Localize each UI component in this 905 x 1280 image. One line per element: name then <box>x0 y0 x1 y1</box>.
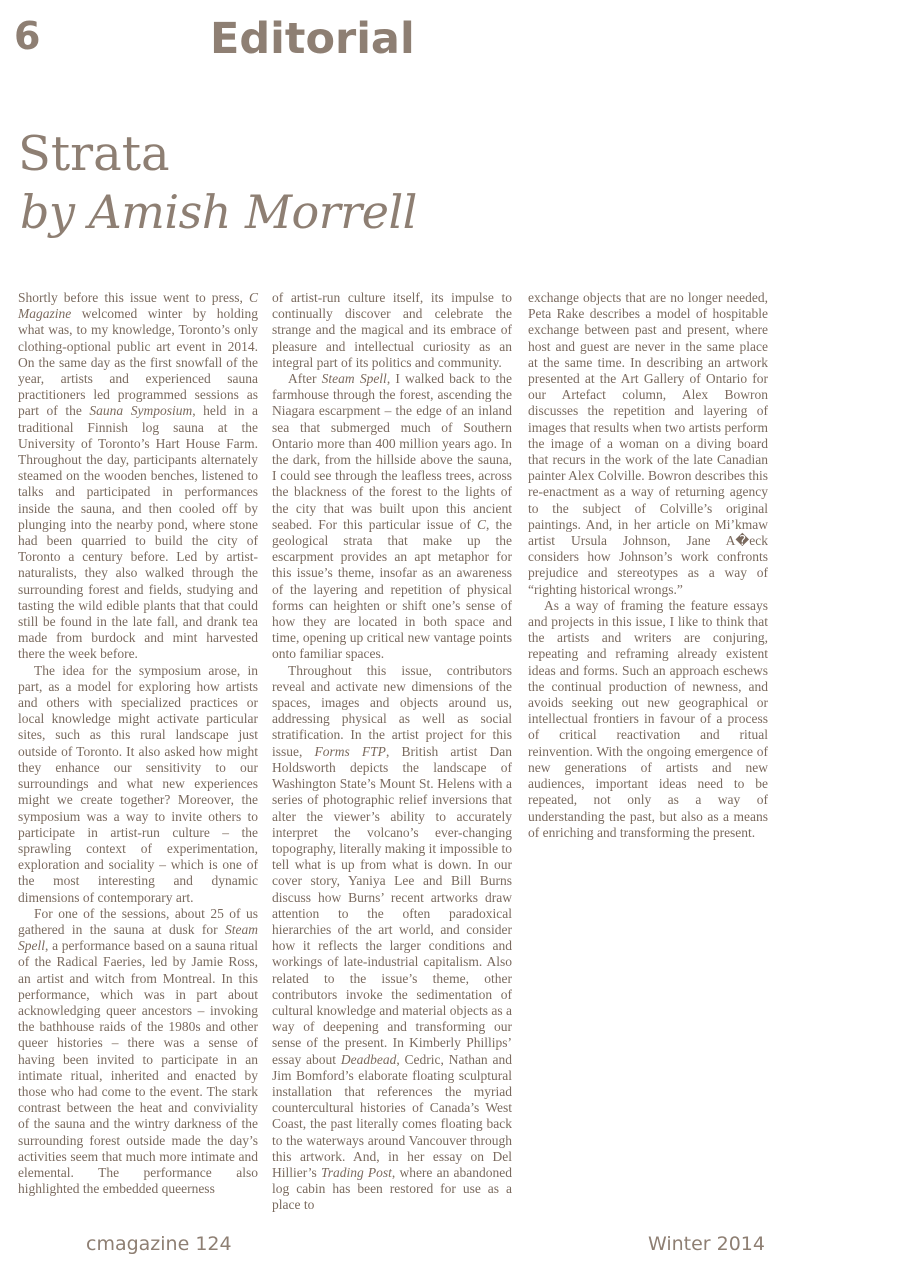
body-column-1 <box>18 290 258 1197</box>
work-title: Steam Spell <box>321 371 387 387</box>
paragraph: For one of the sessions, about 25 of us gathered in the sauna at dusk for Steam Spell, a performance based on a sauna ritual of the Radical Faeries, led by Jamie Ross, an artist and witch from Montreal. In this performance, which was in part about acknowledging queer ancestors – invoking the bathhouse raids of the 1980s and other queer histories – there was a sense of having been invited to participate in an intimate ritual, inherited and enacted by those who had come to the event. The stark contrast between the heat and conviviality of the sauna and the wintry darkness of the surrounding forest outside made the day’s activities seem that much more intimate and elemental. The performance also highlighted the embedded queerness <box>18 905 258 1197</box>
work-title: Trading Post <box>320 1164 392 1180</box>
publication-title: C Magazine <box>18 290 258 322</box>
body-column-2 <box>272 290 512 1214</box>
article-title-block <box>18 126 718 240</box>
footer-magazine-issue: cmagazine 124 <box>86 1233 232 1255</box>
footer-season: Winter 2014 <box>647 1233 765 1255</box>
publication-title: C <box>477 516 487 532</box>
paragraph: The idea for the symposium arose, in part, as a model for exploring how artists and others with specialized practices or local knowledge might activate particular sites, such as this rural landscape just outside of Toronto. It also asked how might they enhance our sensitivity to our surroundings and what new experiences might we create together? Moreover, the symposium was a way to invite others to participate in artist-run culture – the sprawling context of experimentation, exploration and sociality – which is one of the most interesting and dynamic dimensions of contemporary art. <box>18 662 258 905</box>
article-byline: by Amish Morrell <box>20 185 417 239</box>
paragraph: exchange objects that are no longer needed, Peta Rake describes a model of hospitable exchange between past and present, where host and guest are never in the same place at the same time. In describing an artwork presented at the Art Gallery of Ontario for our Artefact column, Alex Bowron discusses the repetition and layering of images that results when two artists perform the image of a woman on a diving board that recurs in the work of the late Canadian painter Alex Colville. Bowron describes this re-enactment as a way of returning agency to the subject of Colville’s original paintings. And, in her article on Mi’kmaw artist Ursula Johnson, Jane A�eck considers how Johnson’s work confronts prejudice and stereotypes as a way of “righting historical wrongs.” <box>528 290 768 597</box>
work-title: Forms FTP <box>314 743 386 759</box>
page-number: 6 <box>14 14 41 58</box>
paragraph: Shortly before this issue went to press, C Magazine welcomed winter by holding what was, to my knowledge, Toronto’s only clothing-optional public art event in 2014. On the same day as the first snowfall of the year, artists and experienced sauna practitioners led programmed sessions as part of the Sauna Symposium, held in a traditional Finnish log sauna at the University of Toronto’s Hart House Farm. Throughout the day, participants alternately steamed on the wooden benches, listened to talks and participated in performances inside the sauna, and then cooled off by plunging into the nearby pond, where stone had been quarried to build the city of Toronto a century before. Led by artist-naturalists, they also walked through the surrounding forest and fields, studying and tasting the wild edible plants that that could still be found in the late fall, and drank tea made from burdock and mint harvested there the week before. <box>18 290 258 662</box>
work-title: Steam Spell <box>18 921 258 954</box>
page-header <box>0 0 905 80</box>
paragraph: After Steam Spell, I walked back to the farmhouse through the forest, ascending the Niagara escarpment – the edge of an inland sea that submerged much of Southern Ontario more than 400 million years ago. In the dark, from the hillside above the sauna, I could see through the leafless trees, across the blackness of the forest to the lights of the city that was built upon this ancient seabed. For this particular issue of C, the geological strata that make up the escarpment provides an apt metaphor for this issue’s theme, insofar as an awareness of the layering and repetition of physical forms can heighten or shift one’s sense of how they are located in both space and time, opening up critical new vantage points onto familiar spaces. <box>272 371 512 662</box>
article-title: Strata <box>18 126 170 182</box>
event-title: Sauna Symposium <box>89 403 193 419</box>
section-title: Editorial <box>210 14 415 64</box>
work-title: Deadbead <box>340 1051 397 1067</box>
paragraph: Throughout this issue, contributors reveal and activate new dimensions of the spaces, images and objects around us, addressing physical as well as social stratification. In the artist project for this issue, Forms FTP, British artist Dan Holdsworth depicts the landscape of Washington State’s Mount St. Helens with a series of photographic relief inversions that alter the viewer’s ability to accurately interpret the volcano’s ever-changing topography, literally making it impossible to tell what is up from what is down. In our cover story, Yaniya Lee and Bill Burns discuss how Burns’ recent artworks draw attention to the often paradoxical hierarchies of the art world, and consider how it reflects the larger conditions and workings of late-industrial capitalism. Also related to the issue’s theme, other contributors invoke the sedimentation of cultural knowledge and material objects as a way of deepening and transforming our sense of the present. In Kimberly Phillips’ essay about Deadbead, Cedric, Nathan and Jim Bomford’s elaborate floating sculptural installation that references the myriad countercultural histories of Canada’s West Coast, the past literally comes floating back to the waterways around Vancouver through this artwork. And, in her essay on Del Hillier’s Trading Post, where an abandoned log cabin has been restored for use as a place to <box>272 662 512 1213</box>
paragraph: of artist-run culture itself, its impulse to continually discover and celebrate the strange and the magical and its embrace of pleasure and intellectual curiosity as an integral part of its politics and community. <box>272 290 512 370</box>
body-column-3 <box>528 290 768 841</box>
paragraph: As a way of framing the feature essays and projects in this issue, I like to think that the artists and writers are conjuring, repeating and reframing already existent ideas and forms. Such an approach eschews the continual production of newness, and avoids seeking out new geographical or intellectual frontiers in favour of a process of critical reactivation and ritual reinvention. With the ongoing emergence of new generations of artists and new audiences, important ideas need to be repeated, not only as a way of understanding the past, but also as a means of enriching and transforming the present. <box>528 597 768 840</box>
article-body <box>18 290 770 1213</box>
